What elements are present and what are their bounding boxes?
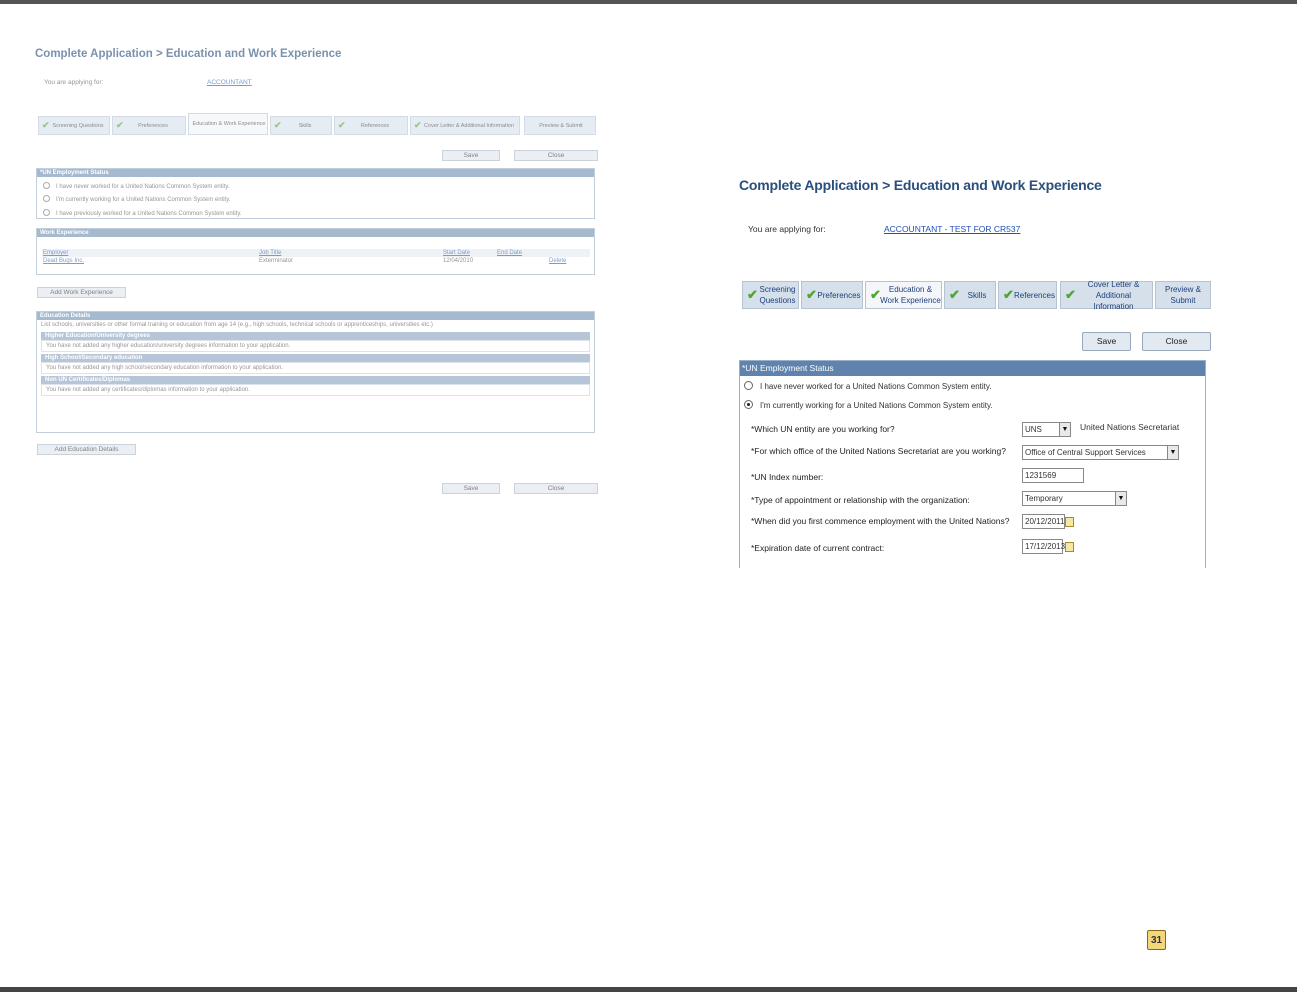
column-header-spacer [548,249,590,257]
radio-previously-worked[interactable] [43,209,242,217]
calendar-icon[interactable] [1065,517,1074,527]
empty-message: You have not added any high school/secondary education information to your application. [41,362,590,374]
index-number-input[interactable]: 1231569 [1022,468,1084,483]
radio-label: I have never worked for a United Nations Common System entity. [760,382,992,391]
section-header: Work Experience [37,229,594,237]
commence-date-input[interactable]: 20/12/2011 [1022,514,1065,529]
radio-currently-working[interactable] [43,195,230,203]
checkmark-icon: ✔ [414,120,422,130]
table-row [42,257,590,265]
tab-cover-letter[interactable] [410,116,520,135]
question-office-label: *For which office of the United Nations Secretariat are you working? [751,446,1006,456]
radio-icon [43,209,50,216]
work-experience-section [36,228,595,275]
radio-label: I have never worked for a United Nations Common System entity. [56,184,230,190]
bottom-border [0,987,1297,992]
tab-screening-questions[interactable] [742,281,799,309]
page-title: Complete Application > Education and Work Experience [739,177,1102,193]
job-title-link[interactable]: ACCOUNTANT - TEST FOR CR537 [884,224,1021,234]
radio-icon [43,182,50,189]
checkmark-icon: ✔ [1065,287,1076,302]
tab-label: Skills [967,290,987,300]
radio-icon [744,381,753,390]
right-screenshot-panel [739,170,1232,568]
start-date-cell: 12/04/2010 [443,258,474,264]
checkmark-icon: ✔ [949,287,960,302]
question-appointment-label: *Type of appointment or relationship with the organization: [751,495,970,505]
radio-never-worked[interactable] [43,182,230,190]
step-tabs [742,281,1232,309]
table-header-row [42,249,590,257]
checkmark-icon: ✔ [42,120,50,130]
question-index-label: *UN Index number: [751,472,824,482]
radio-label: I'm currently working for a United Nations Common System entity. [56,197,231,203]
empty-message: You have not added any higher education/university degrees information to your application. [41,340,590,352]
end-date-cell [496,257,548,265]
education-section [36,311,595,433]
radio-label: I have previously worked for a United Nations Common System entity. [56,211,242,217]
tab-label: Cover Letter & Additional Information [424,122,514,129]
top-border [0,0,1297,4]
calendar-icon[interactable] [1065,542,1074,552]
save-button[interactable]: Save [1082,332,1131,351]
empty-message: You have not added any certificates/diplomas information to your application. [41,384,590,396]
office-select[interactable] [1022,445,1179,460]
tab-preferences[interactable] [112,116,186,135]
tab-references[interactable] [334,116,408,135]
chevron-down-icon[interactable]: ▼ [1167,446,1178,459]
calendar-icon: 31 [1147,930,1166,950]
tab-label: Education & Work Experience [880,285,941,305]
close-button[interactable]: Close [514,150,598,161]
tab-label: References [1014,290,1055,300]
section-header: Education Details [37,312,594,320]
select-value: Temporary [1025,494,1063,503]
tab-label: References [360,122,390,129]
left-screenshot-panel [32,45,604,500]
tab-label: Preferences [817,290,861,300]
tab-references[interactable] [998,281,1057,309]
add-work-experience-button[interactable]: Add Work Experience [37,287,126,298]
radio-never-worked[interactable] [744,381,992,391]
tab-skills[interactable] [944,281,996,309]
step-tabs [38,116,598,135]
subsection-header: Higher Education/University degrees [41,332,590,340]
chevron-down-icon[interactable]: ▼ [1115,492,1126,505]
entity-select[interactable] [1022,422,1071,437]
save-button-bottom[interactable]: Save [442,483,500,494]
education-intro: List schools, universities or other formal training or education from age 14 (e.g., high schools, technical schools or apprenticeships, universities etc.) [41,322,433,328]
entity-name-text: United Nations Secretariat [1080,422,1180,432]
column-header[interactable]: End Date [497,250,523,256]
tab-screening-questions[interactable] [38,116,110,135]
tab-label: Preferences [138,122,168,129]
close-button[interactable]: Close [1142,332,1211,351]
job-title-link[interactable]: ACCOUNTANT [207,79,252,86]
tab-cover-letter[interactable] [1060,281,1153,309]
appointment-select[interactable] [1022,491,1127,506]
applying-for-label: You are applying for: [44,79,104,86]
column-header[interactable]: Job Title [259,250,282,256]
delete-link[interactable]: Delete [549,258,567,264]
checkmark-icon: ✔ [747,287,758,302]
select-value: UNS [1025,425,1042,434]
subsection-header: Non UN Certificates/Diplomas [41,376,590,384]
tab-education-work-experience[interactable] [865,281,942,309]
question-expiration-label: *Expiration date of current contract: [751,543,885,553]
question-commence-label: *When did you first commence employment with the United Nations? [751,516,1010,526]
checkmark-icon: ✔ [806,287,817,302]
subsection-header: High School/Secondary education [41,354,590,362]
employment-status-section [36,168,595,219]
tab-label: Cover Letter & Additional Information [1087,279,1140,311]
section-header: *UN Employment Status [37,169,594,177]
checkmark-icon: ✔ [870,287,881,302]
job-title-cell: Exterminator [259,258,294,264]
tab-education-work-experience[interactable] [188,113,268,135]
radio-currently-working[interactable] [744,400,993,410]
column-header[interactable]: Employer [43,250,69,256]
tab-label: Skills [298,122,312,129]
radio-label: I'm currently working for a United Nations Common System entity. [760,401,993,410]
employment-status-section [739,360,1206,568]
question-entity-label: *Which UN entity are you working for? [751,424,895,434]
tab-preferences[interactable] [801,281,863,309]
expiration-date-input[interactable]: 17/12/2013 [1022,539,1063,554]
add-education-button[interactable]: Add Education Details [37,444,136,455]
close-button-bottom[interactable]: Close [514,483,598,494]
employer-link[interactable]: Dead Bugs Inc. [43,258,85,264]
tab-label: Education & Work Experience [192,121,266,127]
page-title: Complete Application > Education and Work Experience [35,48,342,60]
radio-selected-icon [744,400,753,409]
tab-label: Preview & Submit [1164,285,1201,305]
select-value: Office of Central Support Services [1025,448,1146,457]
checkmark-icon: ✔ [338,120,346,130]
chevron-down-icon[interactable]: ▼ [1059,423,1070,436]
save-button[interactable]: Save [442,150,500,161]
tab-label: Preview & Submit [539,122,583,129]
applying-for-label: You are applying for: [748,224,826,234]
tab-skills[interactable] [270,116,332,135]
tab-preview-submit[interactable] [524,116,596,135]
checkmark-icon: ✔ [1003,287,1014,302]
tab-label: Screening Questions [759,285,796,305]
work-experience-table [42,249,590,265]
section-header: *UN Employment Status [740,361,1205,376]
checkmark-icon: ✔ [274,120,282,130]
tab-label: Screening Questions [52,122,104,129]
column-header[interactable]: Start Date [443,250,471,256]
checkmark-icon: ✔ [116,120,124,130]
tab-preview-submit[interactable] [1155,281,1211,309]
radio-icon [43,195,50,202]
